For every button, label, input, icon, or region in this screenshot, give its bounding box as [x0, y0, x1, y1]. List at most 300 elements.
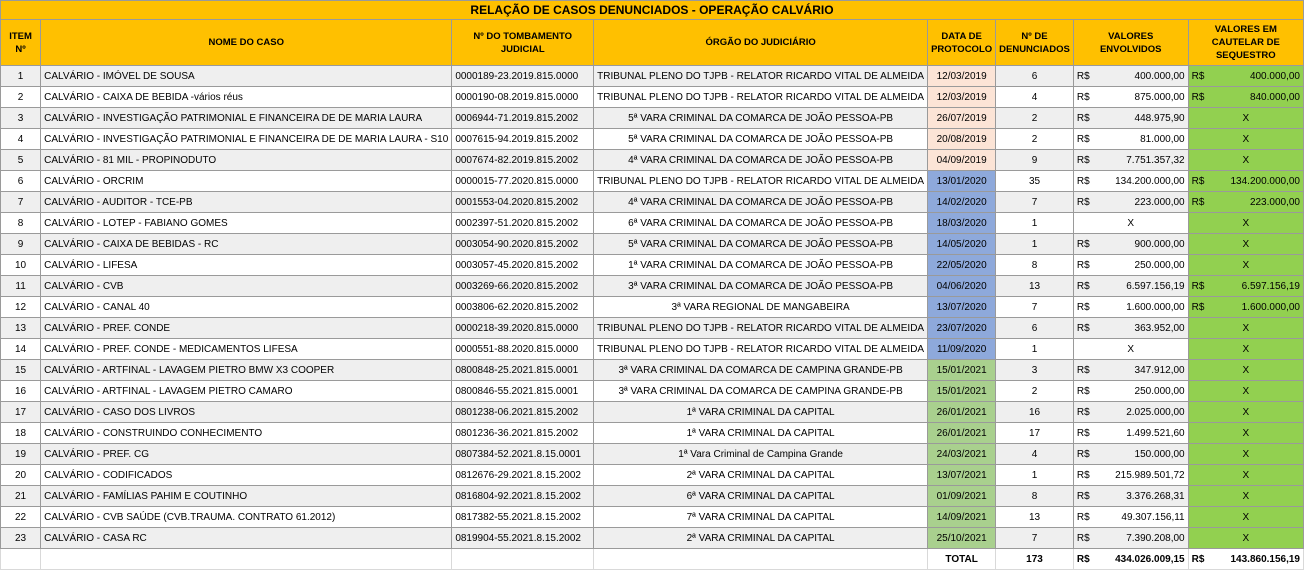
- cell-item[interactable]: 3: [1, 108, 41, 129]
- table-row: [1, 528, 1304, 549]
- cell-valor-content: [1077, 407, 1185, 418]
- currency-symbol: R$: [1191, 280, 1205, 292]
- currency-symbol: R$: [1076, 448, 1090, 460]
- cell-data[interactable]: 13/01/2020: [928, 171, 996, 192]
- cell-orgao[interactable]: 3ª VARA CRIMINAL DA COMARCA DE CAMPINA GRANDE-PB: [594, 381, 928, 402]
- cell-sequestro[interactable]: [1188, 339, 1303, 360]
- cell-valor[interactable]: [1073, 402, 1188, 423]
- cell-tombamento[interactable]: 0000551-88.2020.815.0000: [452, 339, 594, 360]
- currency-symbol: R$: [1076, 91, 1090, 103]
- cell-nome[interactable]: CALVÁRIO - LIFESA: [41, 255, 452, 276]
- cell-orgao[interactable]: 4ª VARA CRIMINAL DA COMARCA DE JOÃO PESSOA-PB: [594, 192, 928, 213]
- cell-valor[interactable]: [1073, 108, 1188, 129]
- cell-denunciados[interactable]: 1: [996, 213, 1074, 234]
- cell-orgao[interactable]: 5ª VARA CRIMINAL DA COMARCA DE JOÃO PESSOA-PB: [594, 108, 928, 129]
- table-row: [1, 318, 1304, 339]
- cell-orgao[interactable]: 1ª Vara Criminal de Campina Grande: [594, 444, 928, 465]
- header-valores[interactable]: VALORES ENVOLVIDOS: [1073, 20, 1188, 66]
- currency-symbol: R$: [1191, 91, 1205, 103]
- cell-valor[interactable]: [1073, 507, 1188, 528]
- cell-item[interactable]: 15: [1, 360, 41, 381]
- cell-denunciados[interactable]: 7: [996, 528, 1074, 549]
- cell-sequestro[interactable]: [1188, 381, 1303, 402]
- cell-nome[interactable]: CALVÁRIO - IMÓVEL DE SOUSA: [41, 66, 452, 87]
- currency-symbol: R$: [1076, 427, 1090, 439]
- cell-valor-value: 2.025.000,00: [1126, 406, 1185, 418]
- cell-orgao[interactable]: 6ª VARA CRIMINAL DA COMARCA DE JOÃO PESSOA-PB: [594, 213, 928, 234]
- cell-valor-content: [1077, 260, 1185, 271]
- cell-valor-value: 363.952,00: [1134, 322, 1185, 334]
- currency-symbol: R$: [1076, 154, 1090, 166]
- cell-sequestro[interactable]: [1188, 444, 1303, 465]
- cell-valor[interactable]: [1073, 87, 1188, 108]
- header-data[interactable]: DATA DE PROTOCOLO: [928, 20, 996, 66]
- cell-denunciados[interactable]: 6: [996, 318, 1074, 339]
- cell-nome[interactable]: CALVÁRIO - ARTFINAL - LAVAGEM PIETRO CAMARO: [41, 381, 452, 402]
- cell-nome[interactable]: CALVÁRIO - ORCRIM: [41, 171, 452, 192]
- cell-valor-value: 7.751.357,32: [1126, 154, 1185, 166]
- currency-symbol: R$: [1076, 553, 1090, 565]
- cell-valor-value: 223.000,00: [1134, 196, 1185, 208]
- cell-data[interactable]: 14/09/2021: [928, 507, 996, 528]
- cell-valor-content: [1077, 197, 1185, 208]
- cell-item[interactable]: 13: [1, 318, 41, 339]
- cell-valor-value: 49.307.156,11: [1121, 511, 1185, 523]
- cell-denunciados[interactable]: 3: [996, 360, 1074, 381]
- cell-sequestro-value: X: [1242, 238, 1250, 250]
- cell-orgao[interactable]: 4ª VARA CRIMINAL DA COMARCA DE JOÃO PESSOA-PB: [594, 150, 928, 171]
- cell-nome[interactable]: CALVÁRIO - INVESTIGAÇÃO PATRIMONIAL E FINANCEIRA DE DE MARIA LAURA - S10: [41, 129, 452, 150]
- cell-valor-value: 150.000,00: [1134, 448, 1185, 460]
- cell-tombamento[interactable]: 0006944-71.2019.815.2002: [452, 108, 594, 129]
- cell-sequestro-value: X: [1242, 532, 1250, 544]
- cell-orgao[interactable]: 1ª VARA CRIMINAL DA COMARCA DE JOÃO PESSOA-PB: [594, 255, 928, 276]
- currency-symbol: R$: [1076, 490, 1090, 502]
- cell-denunciados[interactable]: 8: [996, 486, 1074, 507]
- cell-valor[interactable]: [1073, 381, 1188, 402]
- cell-valor[interactable]: [1073, 150, 1188, 171]
- cell-tombamento[interactable]: 0002397-51.2020.815.2002: [452, 213, 594, 234]
- table-row: [1, 150, 1304, 171]
- cell-tombamento[interactable]: 0003057-45.2020.815.2002: [452, 255, 594, 276]
- cell-item[interactable]: 14: [1, 339, 41, 360]
- cell-valor-value: 1.499.521,60: [1126, 427, 1185, 439]
- cell-data[interactable]: 04/09/2019: [928, 150, 996, 171]
- cell-data[interactable]: 13/07/2021: [928, 465, 996, 486]
- cell-valor-content: [1077, 113, 1185, 124]
- cell-item[interactable]: 4: [1, 129, 41, 150]
- cell-valor[interactable]: [1073, 318, 1188, 339]
- table-row: [1, 87, 1304, 108]
- cell-valor[interactable]: [1073, 66, 1188, 87]
- cell-nome[interactable]: CALVÁRIO - PREF. CONDE - MEDICAMENTOS LIFESA: [41, 339, 452, 360]
- cell-denunciados[interactable]: 2: [996, 108, 1074, 129]
- cell-sequestro[interactable]: [1188, 402, 1303, 423]
- cell-data[interactable]: 14/02/2020: [928, 192, 996, 213]
- cell-sequestro[interactable]: [1188, 129, 1303, 150]
- cell-denunciados[interactable]: 1: [996, 234, 1074, 255]
- cell-data[interactable]: 25/10/2021: [928, 528, 996, 549]
- cell-tombamento[interactable]: 0003054-90.2020.815.2002: [452, 234, 594, 255]
- cell-nome[interactable]: CALVÁRIO - PREF. CONDE: [41, 318, 452, 339]
- total-sequestro-value: 143.860.156,19: [1230, 553, 1300, 565]
- cell-valor[interactable]: [1073, 339, 1188, 360]
- cell-denunciados[interactable]: 4: [996, 444, 1074, 465]
- cell-valor-content: [1077, 176, 1185, 187]
- cell-tombamento[interactable]: 0000015-77.2020.815.0000: [452, 171, 594, 192]
- cell-orgao[interactable]: 3ª VARA REGIONAL DE MANGABEIRA: [594, 297, 928, 318]
- header-cautelar[interactable]: VALORES EM CAUTELAR DE SEQUESTRO: [1188, 20, 1303, 66]
- cell-sequestro[interactable]: [1188, 213, 1303, 234]
- cell-item[interactable]: 22: [1, 507, 41, 528]
- cell-sequestro-value: 223.000,00: [1249, 196, 1300, 208]
- cell-valor-value: 448.975,90: [1134, 112, 1185, 124]
- cell-sequestro-value: X: [1242, 469, 1250, 481]
- cell-nome[interactable]: CALVÁRIO - CONSTRUINDO CONHECIMENTO: [41, 423, 452, 444]
- cell-valor-content: [1077, 155, 1185, 166]
- cell-valor[interactable]: [1073, 423, 1188, 444]
- cell-data[interactable]: 26/07/2019: [928, 108, 996, 129]
- cell-nome[interactable]: CALVÁRIO - 81 MIL - PROPINODUTO: [41, 150, 452, 171]
- cell-nome[interactable]: CALVÁRIO - AUDITOR - TCE-PB: [41, 192, 452, 213]
- cell-valor-content: [1077, 365, 1185, 376]
- currency-symbol: R$: [1076, 406, 1090, 418]
- cell-valor-value: 3.376.268,31: [1126, 490, 1185, 502]
- cell-sequestro[interactable]: [1188, 318, 1303, 339]
- cell-item[interactable]: 5: [1, 150, 41, 171]
- cell-valor-value: 215.989.501,72: [1115, 469, 1185, 481]
- cell-sequestro[interactable]: [1188, 507, 1303, 528]
- cell-nome[interactable]: CALVÁRIO - CVB: [41, 276, 452, 297]
- cell-valor-content: [1077, 281, 1185, 292]
- cell-valor-content: [1077, 134, 1185, 145]
- cell-valor-content: [1077, 512, 1185, 523]
- cell-tombamento[interactable]: 0000189-23.2019.815.0000: [452, 66, 594, 87]
- total-sequestro[interactable]: [1188, 549, 1303, 570]
- cell-valor-content: [1077, 386, 1185, 397]
- cell-sequestro-value: X: [1242, 490, 1250, 502]
- table-row: [1, 360, 1304, 381]
- cell-tombamento[interactable]: 0000190-08.2019.815.0000: [452, 87, 594, 108]
- cell-valor-value: 6.597.156,19: [1126, 280, 1185, 292]
- cell-item[interactable]: 1: [1, 66, 41, 87]
- total-valor-value: 434.026.009,15: [1115, 553, 1185, 565]
- cell-valor[interactable]: [1073, 528, 1188, 549]
- cell-sequestro[interactable]: [1188, 486, 1303, 507]
- cell-nome[interactable]: CALVÁRIO - CASA RC: [41, 528, 452, 549]
- cell-valor-value: 250.000,00: [1134, 259, 1185, 271]
- cell-item[interactable]: 17: [1, 402, 41, 423]
- cell-denunciados[interactable]: 17: [996, 423, 1074, 444]
- table-row: [1, 192, 1304, 213]
- cell-tombamento[interactable]: 0000218-39.2020.815.0000: [452, 318, 594, 339]
- cell-item[interactable]: 7: [1, 192, 41, 213]
- cell-tombamento[interactable]: 0800848-25.2021.815.0001: [452, 360, 594, 381]
- cell-orgao[interactable]: 2ª VARA CRIMINAL DA CAPITAL: [594, 465, 928, 486]
- cell-item[interactable]: 19: [1, 444, 41, 465]
- cell-sequestro[interactable]: [1188, 360, 1303, 381]
- cell-valor-value: X: [1127, 343, 1135, 355]
- cell-valor-value: X: [1127, 217, 1135, 229]
- cell-nome[interactable]: CALVÁRIO - FAMÍLIAS PAHIM E COUTINHO: [41, 486, 452, 507]
- cell-orgao[interactable]: TRIBUNAL PLENO DO TJPB - RELATOR RICARDO VITAL DE ALMEIDA: [594, 66, 928, 87]
- cell-data[interactable]: 01/09/2021: [928, 486, 996, 507]
- currency-symbol: R$: [1076, 238, 1090, 250]
- cell-data[interactable]: 24/03/2021: [928, 444, 996, 465]
- header-tombamento[interactable]: Nº DO TOMBAMENTO JUDICIAL: [452, 20, 594, 66]
- cell-sequestro-content: [1192, 176, 1300, 187]
- cell-valor[interactable]: [1073, 234, 1188, 255]
- cell-item[interactable]: 2: [1, 87, 41, 108]
- cell-item[interactable]: 8: [1, 213, 41, 234]
- cell-denunciados[interactable]: 7: [996, 192, 1074, 213]
- cell-valor-content: [1077, 533, 1185, 544]
- table-row: [1, 381, 1304, 402]
- total-valor-content: [1077, 554, 1185, 565]
- cell-data[interactable]: 26/01/2021: [928, 402, 996, 423]
- cell-item[interactable]: 16: [1, 381, 41, 402]
- cell-sequestro[interactable]: [1188, 297, 1303, 318]
- cell-nome[interactable]: CALVÁRIO - PREF. CG: [41, 444, 452, 465]
- cell-item[interactable]: 18: [1, 423, 41, 444]
- table-row: [1, 213, 1304, 234]
- cell-data[interactable]: 26/01/2021: [928, 423, 996, 444]
- cell-orgao[interactable]: 3ª VARA CRIMINAL DA COMARCA DE JOÃO PESSOA-PB: [594, 276, 928, 297]
- cell-valor-content: [1077, 71, 1185, 82]
- currency-symbol: R$: [1076, 364, 1090, 376]
- cell-sequestro-value: X: [1242, 217, 1250, 229]
- cell-valor[interactable]: [1073, 360, 1188, 381]
- cell-valor[interactable]: [1073, 171, 1188, 192]
- cell-sequestro[interactable]: [1188, 465, 1303, 486]
- cell-valor[interactable]: [1073, 486, 1188, 507]
- cell-sequestro[interactable]: [1188, 276, 1303, 297]
- cell-tombamento[interactable]: 0003269-66.2020.815.2002: [452, 276, 594, 297]
- cell-valor[interactable]: [1073, 444, 1188, 465]
- total-valor[interactable]: [1073, 549, 1188, 570]
- cell-valor[interactable]: [1073, 276, 1188, 297]
- currency-symbol: R$: [1191, 196, 1205, 208]
- cell-denunciados[interactable]: 2: [996, 129, 1074, 150]
- cell-orgao[interactable]: 3ª VARA CRIMINAL DA COMARCA DE CAMPINA GRANDE-PB: [594, 360, 928, 381]
- header-nome[interactable]: NOME DO CASO: [41, 20, 452, 66]
- currency-symbol: R$: [1076, 112, 1090, 124]
- cell-orgao[interactable]: TRIBUNAL PLENO DO TJPB - RELATOR RICARDO VITAL DE ALMEIDA: [594, 339, 928, 360]
- cell-data[interactable]: 12/03/2019: [928, 87, 996, 108]
- cell-orgao[interactable]: 6ª VARA CRIMINAL DA CAPITAL: [594, 486, 928, 507]
- table-row: [1, 108, 1304, 129]
- cell-tombamento[interactable]: 0800846-55.2021.815.0001: [452, 381, 594, 402]
- cell-tombamento[interactable]: 0812676-29.2021.8.15.2002: [452, 465, 594, 486]
- cell-nome[interactable]: CALVÁRIO - CAIXA DE BEBIDAS - RC: [41, 234, 452, 255]
- cell-sequestro-value: X: [1242, 259, 1250, 271]
- cell-valor[interactable]: [1073, 192, 1188, 213]
- cell-tombamento[interactable]: 0819904-55.2021.8.15.2002: [452, 528, 594, 549]
- cell-tombamento[interactable]: 0801238-06.2021.815.2002: [452, 402, 594, 423]
- cell-sequestro-value: X: [1242, 133, 1250, 145]
- cell-denunciados[interactable]: 6: [996, 66, 1074, 87]
- cell-orgao[interactable]: 1ª VARA CRIMINAL DA CAPITAL: [594, 402, 928, 423]
- total-sequestro-content: [1192, 554, 1300, 565]
- cell-sequestro-value: 840.000,00: [1249, 91, 1300, 103]
- cell-data[interactable]: 22/05/2020: [928, 255, 996, 276]
- sheet-title[interactable]: RELAÇÃO DE CASOS DENUNCIADOS - OPERAÇÃO CALVÁRIO: [1, 1, 1304, 20]
- cell-sequestro[interactable]: [1188, 192, 1303, 213]
- cell-tombamento[interactable]: 0001553-04.2020.815.2002: [452, 192, 594, 213]
- empty-cell[interactable]: [41, 549, 452, 570]
- total-label[interactable]: TOTAL: [928, 549, 996, 570]
- cell-valor-value: 250.000,00: [1134, 385, 1185, 397]
- cell-item[interactable]: 21: [1, 486, 41, 507]
- cell-valor-value: 347.912,00: [1134, 364, 1185, 376]
- cell-data[interactable]: 04/06/2020: [928, 276, 996, 297]
- cell-valor-content: [1077, 491, 1185, 502]
- cell-denunciados[interactable]: 4: [996, 87, 1074, 108]
- cell-data[interactable]: 15/01/2021: [928, 360, 996, 381]
- cell-valor-value: 7.390.208,00: [1126, 532, 1185, 544]
- cell-orgao[interactable]: TRIBUNAL PLENO DO TJPB - RELATOR RICARDO VITAL DE ALMEIDA: [594, 171, 928, 192]
- table-row: [1, 465, 1304, 486]
- cell-denunciados[interactable]: 7: [996, 297, 1074, 318]
- cell-tombamento[interactable]: 0007674-82.2019.815.2002: [452, 150, 594, 171]
- table-row: [1, 234, 1304, 255]
- cell-sequestro-content: [1192, 281, 1300, 292]
- header-denunciados[interactable]: Nº DE DENUNCIADOS: [996, 20, 1074, 66]
- cell-orgao[interactable]: 1ª VARA CRIMINAL DA CAPITAL: [594, 423, 928, 444]
- cell-orgao[interactable]: 5ª VARA CRIMINAL DA COMARCA DE JOÃO PESSOA-PB: [594, 129, 928, 150]
- cell-tombamento[interactable]: 0817382-55.2021.8.15.2002: [452, 507, 594, 528]
- currency-symbol: R$: [1076, 175, 1090, 187]
- cell-sequestro[interactable]: [1188, 108, 1303, 129]
- cell-data[interactable]: 15/01/2021: [928, 381, 996, 402]
- cell-orgao[interactable]: 7ª VARA CRIMINAL DA CAPITAL: [594, 507, 928, 528]
- cell-item[interactable]: 12: [1, 297, 41, 318]
- cell-valor[interactable]: [1073, 255, 1188, 276]
- cell-valor-content: [1077, 470, 1185, 481]
- cell-denunciados[interactable]: 2: [996, 381, 1074, 402]
- cell-data[interactable]: 14/05/2020: [928, 234, 996, 255]
- cell-nome[interactable]: CALVÁRIO - CODIFICADOS: [41, 465, 452, 486]
- cell-data[interactable]: 13/07/2020: [928, 297, 996, 318]
- cell-sequestro[interactable]: [1188, 528, 1303, 549]
- cell-valor-content: [1077, 302, 1185, 313]
- empty-cell[interactable]: [594, 549, 928, 570]
- cell-sequestro-value: 6.597.156,19: [1241, 280, 1300, 292]
- cell-item[interactable]: 6: [1, 171, 41, 192]
- cell-sequestro-value: X: [1242, 385, 1250, 397]
- cell-denunciados[interactable]: 9: [996, 150, 1074, 171]
- total-row: [1, 549, 1304, 570]
- table-row: [1, 129, 1304, 150]
- cell-nome[interactable]: CALVÁRIO - INVESTIGAÇÃO PATRIMONIAL E FINANCEIRA DE DE MARIA LAURA: [41, 108, 452, 129]
- cell-denunciados[interactable]: 35: [996, 171, 1074, 192]
- cell-valor[interactable]: [1073, 129, 1188, 150]
- cell-orgao[interactable]: TRIBUNAL PLENO DO TJPB - RELATOR RICARDO VITAL DE ALMEIDA: [594, 87, 928, 108]
- cell-sequestro-content: [1192, 92, 1300, 103]
- cell-sequestro[interactable]: [1188, 234, 1303, 255]
- cell-data[interactable]: 23/07/2020: [928, 318, 996, 339]
- currency-symbol: R$: [1191, 301, 1205, 313]
- table-row: [1, 276, 1304, 297]
- cell-nome[interactable]: CALVÁRIO - CASO DOS LIVROS: [41, 402, 452, 423]
- cell-item[interactable]: 10: [1, 255, 41, 276]
- cell-sequestro[interactable]: [1188, 171, 1303, 192]
- cell-item[interactable]: 20: [1, 465, 41, 486]
- table-row: [1, 255, 1304, 276]
- cell-item[interactable]: 9: [1, 234, 41, 255]
- cell-valor-content: [1077, 323, 1185, 334]
- cell-denunciados[interactable]: 13: [996, 507, 1074, 528]
- header-orgao[interactable]: ÓRGÃO DO JUDICIÁRIO: [594, 20, 928, 66]
- currency-symbol: R$: [1191, 175, 1205, 187]
- cell-nome[interactable]: CALVÁRIO - CVB SAÚDE (CVB.TRAUMA. CONTRATO 61.2012): [41, 507, 452, 528]
- cell-sequestro-content: [1192, 302, 1300, 313]
- cell-data[interactable]: 11/09/2020: [928, 339, 996, 360]
- table-row: [1, 339, 1304, 360]
- currency-symbol: R$: [1076, 532, 1090, 544]
- cell-nome[interactable]: CALVÁRIO - ARTFINAL - LAVAGEM PIETRO BMW X3 COOPER: [41, 360, 452, 381]
- cell-sequestro[interactable]: [1188, 87, 1303, 108]
- cell-sequestro-value: X: [1242, 364, 1250, 376]
- currency-symbol: R$: [1076, 385, 1090, 397]
- cell-sequestro[interactable]: [1188, 255, 1303, 276]
- cell-data[interactable]: 12/03/2019: [928, 66, 996, 87]
- table-row: [1, 486, 1304, 507]
- table-row: [1, 507, 1304, 528]
- cell-valor-content: [1077, 449, 1185, 460]
- cell-valor-value: 1.600.000,00: [1126, 301, 1185, 313]
- cell-orgao[interactable]: 2ª VARA CRIMINAL DA CAPITAL: [594, 528, 928, 549]
- cell-nome[interactable]: CALVÁRIO - LOTEP - FABIANO GOMES: [41, 213, 452, 234]
- cell-denunciados[interactable]: 16: [996, 402, 1074, 423]
- cell-item[interactable]: 23: [1, 528, 41, 549]
- cell-tombamento[interactable]: 0007615-94.2019.815.2002: [452, 129, 594, 150]
- cell-item[interactable]: 11: [1, 276, 41, 297]
- cell-data[interactable]: 18/03/2020: [928, 213, 996, 234]
- cell-denunciados[interactable]: 1: [996, 465, 1074, 486]
- cell-tombamento[interactable]: 0816804-92.2021.8.15.2002: [452, 486, 594, 507]
- table-row: [1, 402, 1304, 423]
- total-denunciados[interactable]: 173: [996, 549, 1074, 570]
- cell-valor-value: 900.000,00: [1134, 238, 1185, 250]
- cell-orgao[interactable]: 5ª VARA CRIMINAL DA COMARCA DE JOÃO PESSOA-PB: [594, 234, 928, 255]
- cell-sequestro-content: [1192, 197, 1300, 208]
- cell-orgao[interactable]: TRIBUNAL PLENO DO TJPB - RELATOR RICARDO VITAL DE ALMEIDA: [594, 318, 928, 339]
- currency-symbol: R$: [1076, 70, 1090, 82]
- cell-valor[interactable]: [1073, 465, 1188, 486]
- empty-cell[interactable]: [1, 549, 41, 570]
- cell-sequestro[interactable]: [1188, 150, 1303, 171]
- cell-tombamento[interactable]: 0801236-36.2021.815.2002: [452, 423, 594, 444]
- empty-cell[interactable]: [452, 549, 594, 570]
- cell-valor[interactable]: [1073, 297, 1188, 318]
- cell-denunciados[interactable]: 13: [996, 276, 1074, 297]
- cell-sequestro-value: X: [1242, 448, 1250, 460]
- cell-nome[interactable]: CALVÁRIO - CAIXA DE BEBIDA -vários réus: [41, 87, 452, 108]
- cell-nome[interactable]: CALVÁRIO - CANAL 40: [41, 297, 452, 318]
- cell-tombamento[interactable]: 0003806-62.2020.815.2002: [452, 297, 594, 318]
- cell-denunciados[interactable]: 8: [996, 255, 1074, 276]
- cell-denunciados[interactable]: 1: [996, 339, 1074, 360]
- cell-sequestro[interactable]: [1188, 423, 1303, 444]
- cell-valor-value: 134.200.000,00: [1115, 175, 1185, 187]
- cell-sequestro[interactable]: [1188, 66, 1303, 87]
- header-item[interactable]: ITEM Nº: [1, 20, 41, 66]
- currency-symbol: R$: [1076, 469, 1090, 481]
- cell-valor[interactable]: [1073, 213, 1188, 234]
- cell-data[interactable]: 20/08/2019: [928, 129, 996, 150]
- cell-tombamento[interactable]: 0807384-52.2021.8.15.0001: [452, 444, 594, 465]
